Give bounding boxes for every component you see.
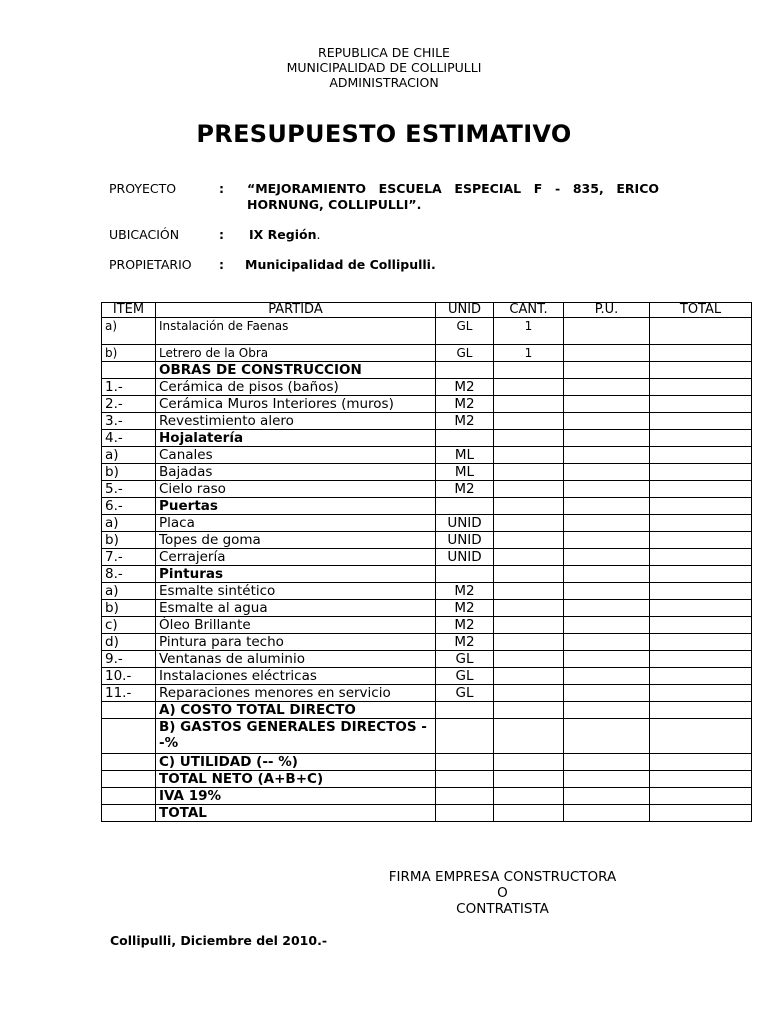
ubicacion-value bbox=[249, 227, 320, 242]
row-unid: M2 bbox=[436, 583, 494, 600]
row-partida: Letrero de la Obra bbox=[156, 345, 436, 362]
row-cant bbox=[494, 549, 564, 566]
row-pu bbox=[564, 498, 650, 515]
firma-line1: FIRMA EMPRESA CONSTRUCTORA bbox=[388, 869, 617, 885]
row-pu bbox=[564, 566, 650, 583]
row-unid: M2 bbox=[436, 396, 494, 413]
header-cant: CANT. bbox=[494, 303, 564, 318]
row-pu bbox=[564, 651, 650, 668]
row-total bbox=[650, 362, 752, 379]
proyecto-value: “MEJORAMIENTO ESCUELA ESPECIAL F - 835, ERICO HORNUNG, COLLIPULLI”. bbox=[247, 181, 659, 212]
table-row bbox=[102, 396, 752, 413]
table-row bbox=[102, 549, 752, 566]
row-pu bbox=[564, 447, 650, 464]
row-total bbox=[650, 498, 752, 515]
row-partida: Canales bbox=[156, 447, 436, 464]
row-total bbox=[650, 481, 752, 498]
row-partida: Hojalatería bbox=[156, 430, 436, 447]
ubicacion-label: UBICACIÓN bbox=[109, 227, 180, 242]
header-unid: UNID bbox=[436, 303, 494, 318]
row-pu bbox=[564, 549, 650, 566]
row-pu bbox=[564, 379, 650, 396]
summary-cell bbox=[494, 771, 564, 788]
row-total bbox=[650, 600, 752, 617]
row-item: b) bbox=[102, 600, 156, 617]
row-partida: Puertas bbox=[156, 498, 436, 515]
row-partida: Pinturas bbox=[156, 566, 436, 583]
fecha: Collipulli, Diciembre del 2010.- bbox=[110, 933, 328, 948]
row-partida: Ventanas de aluminio bbox=[156, 651, 436, 668]
row-unid bbox=[436, 498, 494, 515]
row-total bbox=[650, 430, 752, 447]
row-item: a) bbox=[102, 447, 156, 464]
row-cant bbox=[494, 515, 564, 532]
summary-cell bbox=[102, 788, 156, 805]
summary-cell bbox=[494, 805, 564, 822]
row-unid: M2 bbox=[436, 600, 494, 617]
row-total bbox=[650, 566, 752, 583]
row-cant: 1 bbox=[494, 345, 564, 362]
row-item: a) bbox=[102, 318, 156, 345]
row-total bbox=[650, 396, 752, 413]
summary-cell bbox=[102, 719, 156, 754]
ubicacion-suffix: . bbox=[316, 227, 321, 242]
table-row bbox=[102, 430, 752, 447]
row-total bbox=[650, 549, 752, 566]
summary-cell bbox=[494, 719, 564, 754]
row-partida: Instalaciones eléctricas bbox=[156, 668, 436, 685]
table-row bbox=[102, 447, 752, 464]
firma-line3: CONTRATISTA bbox=[456, 901, 549, 917]
row-item: 8.- bbox=[102, 566, 156, 583]
row-total bbox=[650, 345, 752, 362]
row-cant bbox=[494, 430, 564, 447]
row-cant bbox=[494, 379, 564, 396]
summary-cell bbox=[564, 788, 650, 805]
summary-cell bbox=[564, 771, 650, 788]
summary-cell bbox=[564, 702, 650, 719]
row-partida: Óleo Brillante bbox=[156, 617, 436, 634]
row-item: b) bbox=[102, 345, 156, 362]
summary-cell bbox=[564, 754, 650, 771]
row-total bbox=[650, 685, 752, 702]
row-pu bbox=[564, 481, 650, 498]
row-cant bbox=[494, 600, 564, 617]
row-pu bbox=[564, 600, 650, 617]
summary-cell bbox=[436, 771, 494, 788]
row-cant bbox=[494, 617, 564, 634]
ubicacion-region: IX Región bbox=[249, 227, 317, 242]
row-cant bbox=[494, 498, 564, 515]
table-row bbox=[102, 379, 752, 396]
summary-cell bbox=[436, 719, 494, 754]
row-partida: Cerámica de pisos (baños) bbox=[156, 379, 436, 396]
row-partida: Topes de goma bbox=[156, 532, 436, 549]
header-pu: P.U. bbox=[564, 303, 650, 318]
summary-cell bbox=[650, 788, 752, 805]
row-total bbox=[650, 532, 752, 549]
document-title: PRESUPUESTO ESTIMATIVO bbox=[196, 120, 572, 148]
table-row bbox=[102, 464, 752, 481]
summary-row bbox=[102, 805, 752, 822]
row-unid: M2 bbox=[436, 481, 494, 498]
row-total bbox=[650, 668, 752, 685]
row-cant bbox=[494, 532, 564, 549]
table-row bbox=[102, 685, 752, 702]
table-row bbox=[102, 498, 752, 515]
row-partida: Esmalte sintético bbox=[156, 583, 436, 600]
summary-cell bbox=[650, 805, 752, 822]
row-pu bbox=[564, 413, 650, 430]
row-partida: Cielo raso bbox=[156, 481, 436, 498]
budget-table bbox=[101, 302, 752, 822]
row-partida: Bajadas bbox=[156, 464, 436, 481]
summary-cell bbox=[494, 754, 564, 771]
table-row bbox=[102, 318, 752, 345]
row-item: d) bbox=[102, 634, 156, 651]
row-item: 2.- bbox=[102, 396, 156, 413]
summary-cell bbox=[494, 702, 564, 719]
row-total bbox=[650, 447, 752, 464]
row-cant: 1 bbox=[494, 318, 564, 345]
summary-row bbox=[102, 702, 752, 719]
row-item: b) bbox=[102, 532, 156, 549]
row-item bbox=[102, 362, 156, 379]
row-item: 3.- bbox=[102, 413, 156, 430]
table-row bbox=[102, 566, 752, 583]
row-pu bbox=[564, 617, 650, 634]
table-row bbox=[102, 600, 752, 617]
row-unid bbox=[436, 430, 494, 447]
row-cant bbox=[494, 651, 564, 668]
table-row bbox=[102, 345, 752, 362]
header-item: ITEM bbox=[102, 303, 156, 318]
row-unid: UNID bbox=[436, 532, 494, 549]
row-item: 6.- bbox=[102, 498, 156, 515]
table-row bbox=[102, 617, 752, 634]
row-item: b) bbox=[102, 464, 156, 481]
row-unid: ML bbox=[436, 464, 494, 481]
summary-label: IVA 19% bbox=[156, 788, 436, 805]
row-pu bbox=[564, 634, 650, 651]
row-unid: GL bbox=[436, 685, 494, 702]
row-partida: Placa bbox=[156, 515, 436, 532]
summary-label: TOTAL bbox=[156, 805, 436, 822]
row-total bbox=[650, 634, 752, 651]
row-unid: GL bbox=[436, 651, 494, 668]
row-pu bbox=[564, 430, 650, 447]
summary-cell bbox=[564, 805, 650, 822]
row-partida: OBRAS DE CONSTRUCCION bbox=[156, 362, 436, 379]
row-unid: M2 bbox=[436, 379, 494, 396]
proyecto-colon: : bbox=[219, 181, 224, 196]
row-cant bbox=[494, 447, 564, 464]
row-item: 5.- bbox=[102, 481, 156, 498]
firma-line2: O bbox=[497, 885, 508, 901]
table-row bbox=[102, 532, 752, 549]
summary-label: TOTAL NETO (A+B+C) bbox=[156, 771, 436, 788]
firma-block bbox=[350, 869, 655, 917]
summary-cell bbox=[436, 805, 494, 822]
row-total bbox=[650, 583, 752, 600]
row-pu bbox=[564, 532, 650, 549]
summary-cell bbox=[650, 702, 752, 719]
row-cant bbox=[494, 634, 564, 651]
row-pu bbox=[564, 362, 650, 379]
row-pu bbox=[564, 345, 650, 362]
summary-cell bbox=[436, 788, 494, 805]
row-cant bbox=[494, 685, 564, 702]
proyecto-label: PROYECTO bbox=[109, 181, 177, 196]
row-unid: GL bbox=[436, 668, 494, 685]
row-unid bbox=[436, 362, 494, 379]
row-total bbox=[650, 464, 752, 481]
summary-label: A) COSTO TOTAL DIRECTO bbox=[156, 702, 436, 719]
row-pu bbox=[564, 668, 650, 685]
row-item: 4.- bbox=[102, 430, 156, 447]
header-partida: PARTIDA bbox=[156, 303, 436, 318]
row-item: 1.- bbox=[102, 379, 156, 396]
row-total bbox=[650, 617, 752, 634]
row-total bbox=[650, 515, 752, 532]
row-item: 7.- bbox=[102, 549, 156, 566]
table-header-row bbox=[102, 303, 752, 318]
row-item: c) bbox=[102, 617, 156, 634]
table-row bbox=[102, 481, 752, 498]
row-item: a) bbox=[102, 583, 156, 600]
header-total: TOTAL bbox=[650, 303, 752, 318]
summary-row bbox=[102, 719, 752, 754]
table-row bbox=[102, 634, 752, 651]
summary-label: C) UTILIDAD (-- %) bbox=[156, 754, 436, 771]
row-cant bbox=[494, 413, 564, 430]
row-unid: M2 bbox=[436, 634, 494, 651]
header-republica: REPUBLICA DE CHILE bbox=[318, 45, 450, 60]
row-unid: M2 bbox=[436, 617, 494, 634]
row-cant bbox=[494, 396, 564, 413]
table-row bbox=[102, 668, 752, 685]
row-total bbox=[650, 318, 752, 345]
table-row bbox=[102, 413, 752, 430]
row-pu bbox=[564, 318, 650, 345]
row-cant bbox=[494, 481, 564, 498]
row-cant bbox=[494, 583, 564, 600]
row-item: 9.- bbox=[102, 651, 156, 668]
summary-cell bbox=[102, 702, 156, 719]
header-administracion: ADMINISTRACION bbox=[329, 75, 439, 90]
ubicacion-colon: : bbox=[219, 227, 224, 242]
row-unid: GL bbox=[436, 345, 494, 362]
row-partida: Revestimiento alero bbox=[156, 413, 436, 430]
table-row bbox=[102, 651, 752, 668]
summary-row bbox=[102, 771, 752, 788]
summary-row bbox=[102, 754, 752, 771]
summary-label: B) GASTOS GENERALES DIRECTOS --% bbox=[156, 719, 436, 754]
table-row bbox=[102, 362, 752, 379]
table-row bbox=[102, 583, 752, 600]
row-item: 10.- bbox=[102, 668, 156, 685]
summary-cell bbox=[102, 754, 156, 771]
row-unid: UNID bbox=[436, 549, 494, 566]
row-pu bbox=[564, 583, 650, 600]
row-partida: Reparaciones menores en servicio bbox=[156, 685, 436, 702]
propietario-colon: : bbox=[219, 257, 224, 272]
row-item: a) bbox=[102, 515, 156, 532]
row-total bbox=[650, 413, 752, 430]
row-item: 11.- bbox=[102, 685, 156, 702]
row-cant bbox=[494, 668, 564, 685]
summary-row bbox=[102, 788, 752, 805]
propietario-label: PROPIETARIO bbox=[109, 257, 192, 272]
summary-cell bbox=[650, 771, 752, 788]
row-cant bbox=[494, 362, 564, 379]
row-pu bbox=[564, 685, 650, 702]
row-pu bbox=[564, 464, 650, 481]
summary-cell bbox=[494, 788, 564, 805]
summary-cell bbox=[564, 719, 650, 754]
summary-cell bbox=[102, 805, 156, 822]
row-cant bbox=[494, 566, 564, 583]
propietario-value: Municipalidad de Collipulli. bbox=[245, 257, 436, 272]
row-partida: Cerámica Muros Interiores (muros) bbox=[156, 396, 436, 413]
row-partida: Instalación de Faenas bbox=[156, 318, 436, 345]
row-partida: Pintura para techo bbox=[156, 634, 436, 651]
row-unid: ML bbox=[436, 447, 494, 464]
row-unid bbox=[436, 566, 494, 583]
row-pu bbox=[564, 515, 650, 532]
row-partida: Cerrajería bbox=[156, 549, 436, 566]
row-cant bbox=[494, 464, 564, 481]
row-total bbox=[650, 379, 752, 396]
row-partida: Esmalte al agua bbox=[156, 600, 436, 617]
summary-cell bbox=[436, 702, 494, 719]
row-total bbox=[650, 651, 752, 668]
row-pu bbox=[564, 396, 650, 413]
summary-cell bbox=[102, 771, 156, 788]
summary-cell bbox=[436, 754, 494, 771]
row-unid: UNID bbox=[436, 515, 494, 532]
table-row bbox=[102, 515, 752, 532]
row-unid: M2 bbox=[436, 413, 494, 430]
summary-cell bbox=[650, 719, 752, 754]
header-municipalidad: MUNICIPALIDAD DE COLLIPULLI bbox=[286, 60, 482, 75]
row-unid: GL bbox=[436, 318, 494, 345]
summary-cell bbox=[650, 754, 752, 771]
